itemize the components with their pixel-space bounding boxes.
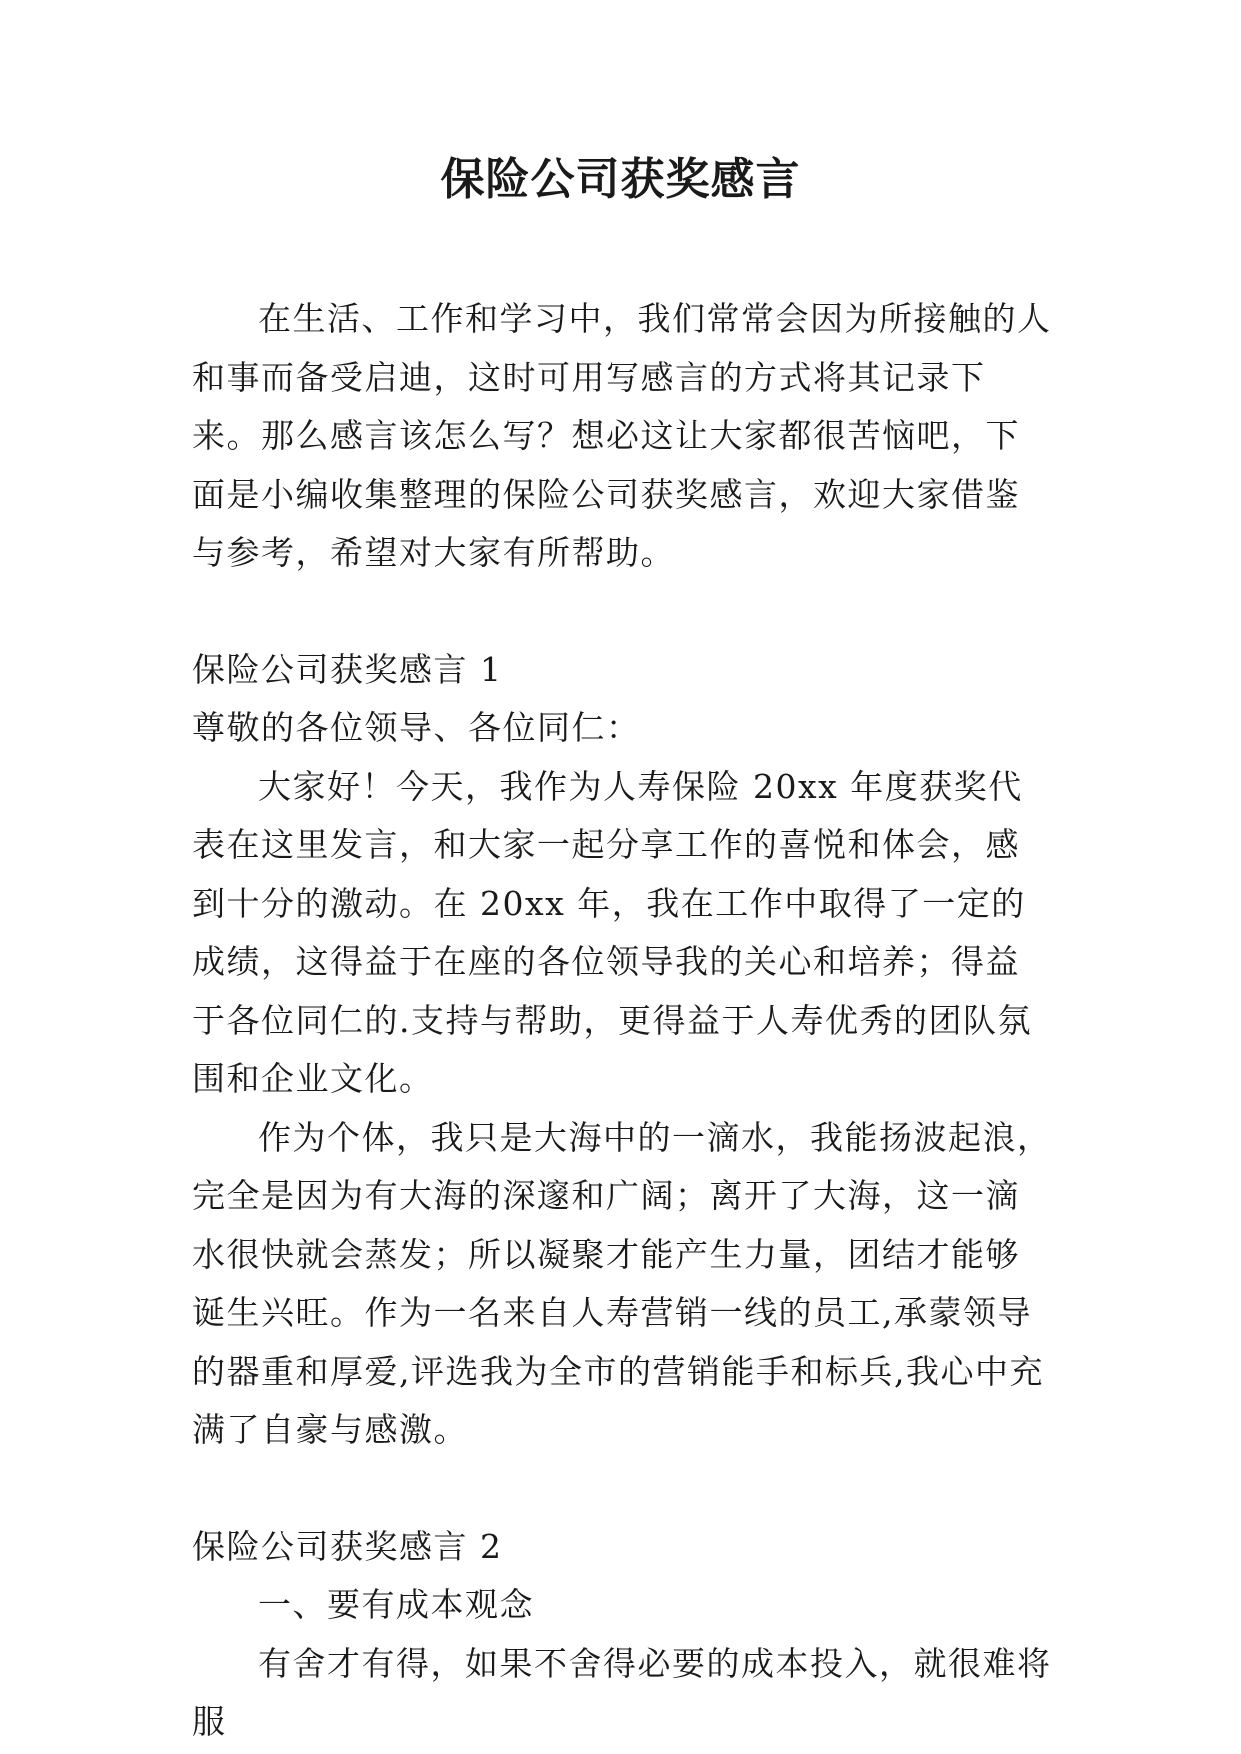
section-1-paragraph-1: 大家好！今天，我作为人寿保险 20xx 年度获奖代表在这里发言，和大家一起分享工作的喜悦和体会，感到十分的激动。在 20xx 年，我在工作中取得了一定的成绩，这得益于在座的各位领导我的关心和培养；得益于各位同仁的.支持与帮助，更得益于人寿优秀的团队氛围和企业文化。	[192, 766, 1032, 1098]
section-spacer	[192, 583, 1052, 641]
section-1-heading: 保险公司获奖感言 1	[192, 649, 503, 689]
section-2-heading: 保险公司获奖感言 2	[192, 1526, 503, 1566]
document-body	[192, 290, 1052, 1752]
section-2-paragraph: 有舍才有得，如果不舍得必要的成本投入，就很难将服	[192, 1643, 1052, 1741]
salutation: 尊敬的各位领导、各位同仁：	[192, 708, 641, 747]
document-title: 保险公司获奖感言	[440, 154, 801, 205]
section-2-subheading: 一、要有成本观念	[258, 1585, 534, 1624]
intro-paragraph: 在生活、工作和学习中，我们常常会因为所接触的人和事而备受启迪，这时可用写感言的方式将其记录下来。那么感言该怎么写？想必这让大家都很苦恼吧，下面是小编收集整理的保险公司获奖感言，欢迎大家借鉴与参考，希望对大家有所帮助。	[192, 299, 1052, 572]
section-1-paragraph-2: 作为个体，我只是大海中的一滴水，我能扬波起浪，完全是因为有大海的深邃和广阔；离开了大海，这一滴水很快就会蒸发；所以凝聚才能产生力量，团结才能够诞生兴旺。作为一名来自人寿营销一线的员工,承蒙领导的器重和厚爱,评选我为全市的营销能手和标兵,我心中充满了自豪与感激。	[192, 1117, 1052, 1449]
section-spacer	[192, 1460, 1052, 1518]
